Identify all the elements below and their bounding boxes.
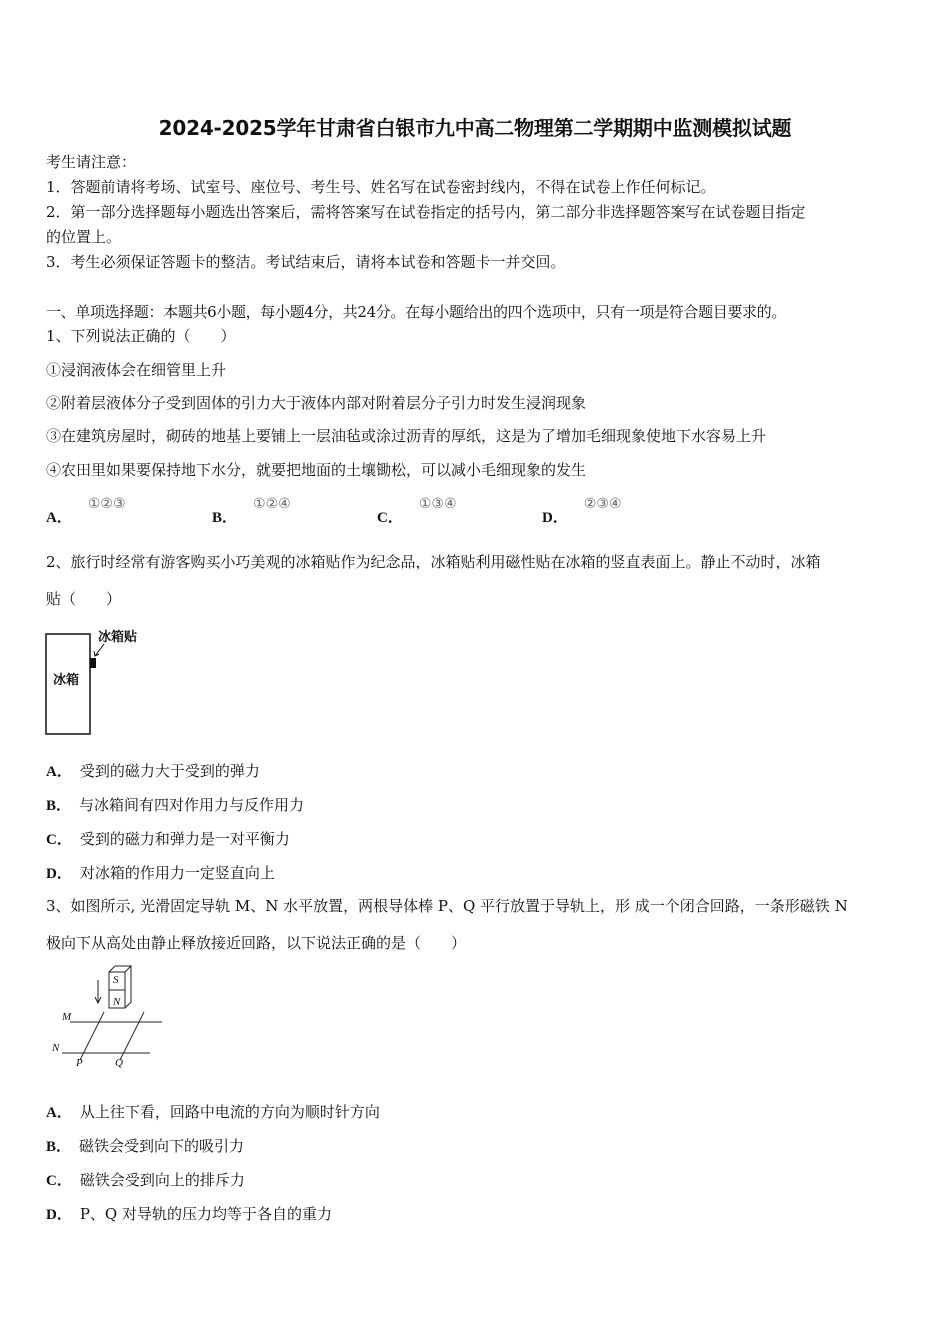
q2-stem-line2: 贴（ ） bbox=[46, 590, 122, 608]
q1-option-a[interactable] bbox=[46, 496, 126, 527]
option-text: 磁铁会受到向下的吸引力 bbox=[79, 1137, 245, 1155]
q1-statement-2: ②附着层液体分子受到固体的引力大于液体内部对附着层分子引力时发生浸润现象 bbox=[46, 394, 587, 412]
q1-option-d[interactable] bbox=[542, 496, 622, 527]
option-label: B． bbox=[46, 798, 72, 814]
option-label: D． bbox=[46, 1207, 72, 1223]
fridge-label: 冰箱 bbox=[53, 673, 80, 688]
rail-n-label: N bbox=[52, 1042, 60, 1054]
q1-statement-3: ③在建筑房屋时，砌砖的地基上要铺上一层油毡或涂过沥青的厚纸，这是为了增加毛细现象使地下水容易上升 bbox=[46, 427, 767, 445]
q3-stem-line2: 极向下从高处由静止释放接近回路，以下说法正确的是（ ） bbox=[46, 934, 467, 952]
magnet-side-face bbox=[125, 966, 131, 1008]
option-text: ①③④ bbox=[418, 496, 457, 512]
q1-statement-4: ④农田里如果要保持地下水分，就要把地面的土壤锄松，可以减小毛细现象的发生 bbox=[46, 461, 587, 479]
option-text: P、Q 对导轨的压力均等于各自的重力 bbox=[79, 1205, 333, 1223]
magnet-label: 冰箱贴 bbox=[98, 630, 138, 645]
option-text: ①②④ bbox=[253, 496, 291, 512]
magnet-pointer-arrow bbox=[95, 644, 104, 656]
q3-option-b[interactable] bbox=[46, 1135, 244, 1156]
fridge-magnet bbox=[90, 658, 96, 668]
magnet-s-label: S bbox=[113, 974, 119, 986]
q2-option-c[interactable] bbox=[46, 828, 290, 849]
option-label: B． bbox=[212, 510, 238, 526]
q1-stem: 1、下列说法正确的（ ） bbox=[46, 327, 236, 345]
q2-option-b[interactable] bbox=[46, 794, 304, 815]
option-label: A． bbox=[46, 764, 72, 780]
option-text: 受到的磁力大于受到的弹力 bbox=[79, 762, 260, 780]
rails-magnet-figure bbox=[40, 960, 180, 1075]
option-label: C． bbox=[377, 510, 403, 526]
magnet-top-face bbox=[109, 966, 131, 972]
option-text: ①②③ bbox=[87, 496, 126, 512]
q3-stem-line1: 3、如图所示, 光滑固定导轨 M、N 水平放置，两根导体棒 P、Q 平行放置于导轨上，形 成一个闭合回路，一条形磁铁 N bbox=[46, 897, 848, 915]
rod-q-label: Q bbox=[115, 1057, 123, 1069]
option-label: C． bbox=[46, 1173, 72, 1189]
option-text: 对冰箱的作用力一定竖直向上 bbox=[79, 864, 275, 882]
option-text: 受到的磁力和弹力是一对平衡力 bbox=[79, 830, 290, 848]
option-label: D． bbox=[46, 866, 72, 882]
q3-option-c[interactable] bbox=[46, 1169, 245, 1190]
rail-m-label: M bbox=[62, 1011, 72, 1023]
magnet-n-label: N bbox=[113, 996, 121, 1008]
page-title: 2024-2025学年甘肃省白银市九中高二物理第二学期期中监测模拟试题 bbox=[158, 116, 792, 140]
notice-item-2-cont: 的位置上。 bbox=[46, 228, 122, 246]
q1-statement-1: ①浸润液体会在细管里上升 bbox=[46, 361, 227, 379]
option-text: 与冰箱间有四对作用力与反作用力 bbox=[79, 796, 305, 814]
rod-p-label: P bbox=[76, 1057, 83, 1069]
option-label: B． bbox=[46, 1139, 72, 1155]
option-label: D． bbox=[542, 510, 568, 526]
q3-option-a[interactable] bbox=[46, 1101, 380, 1122]
q1-option-c[interactable] bbox=[377, 496, 457, 527]
notice-item-3: 3．考生必须保证答题卡的整洁。考试结束后，请将本试卷和答题卡一并交回。 bbox=[46, 253, 566, 271]
q2-option-d[interactable] bbox=[46, 862, 275, 883]
notice-heading: 考生请注意： bbox=[46, 153, 137, 171]
option-label: A． bbox=[46, 1105, 72, 1121]
notice-item-1: 1．答题前请将考场、试室号、座位号、考生号、姓名写在试卷密封线内，不得在试卷上作任何标记。 bbox=[46, 178, 716, 196]
option-text: 从上往下看，回路中电流的方向为顺时针方向 bbox=[79, 1103, 380, 1121]
section-heading: 一、单项选择题：本题共6小题，每小题4分，共24分。在每小题给出的四个选项中，只有一项是符合题目要求的。 bbox=[46, 303, 786, 321]
q2-stem-line1: 2、旅行时经常有游客购买小巧美观的冰箱贴作为纪念品，冰箱贴利用磁性贴在冰箱的竖直表面上。静止不动时，冰箱 bbox=[46, 553, 821, 571]
q3-option-d[interactable] bbox=[46, 1203, 332, 1224]
option-text: ②③④ bbox=[583, 496, 622, 512]
q1-option-b[interactable] bbox=[212, 496, 291, 527]
q2-option-a[interactable] bbox=[46, 760, 260, 781]
option-label: A． bbox=[46, 510, 72, 526]
option-label: C． bbox=[46, 832, 72, 848]
notice-item-2: 2．第一部分选择题每小题选出答案后，需将答案写在试卷指定的括号内，第二部分非选择题答案写在试卷题目指定 bbox=[46, 203, 806, 221]
option-text: 磁铁会受到向上的排斥力 bbox=[79, 1171, 245, 1189]
